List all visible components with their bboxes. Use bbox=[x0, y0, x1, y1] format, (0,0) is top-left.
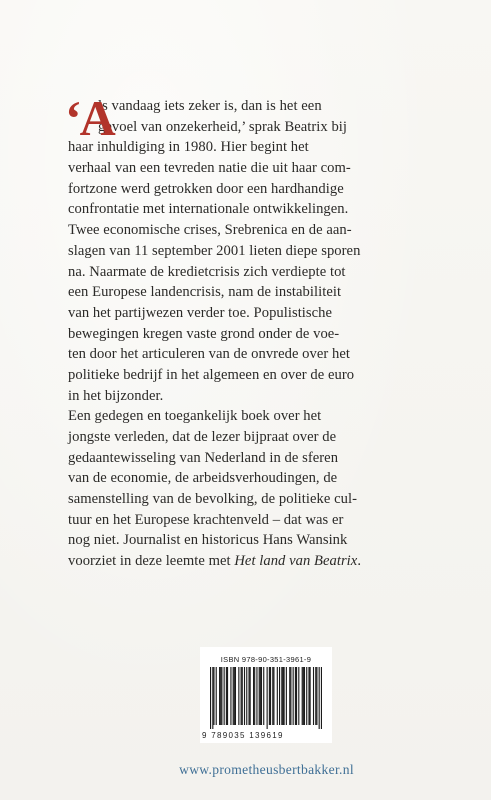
blurb-line: nog niet. Journalist en historicus Hans Wansink bbox=[68, 532, 348, 549]
last-line-prefix: voorziet in deze leemte met bbox=[68, 553, 235, 570]
isbn-label: ISBN 978-90-351-3961-9 bbox=[220, 655, 312, 664]
drop-quote-mark: ‘A bbox=[65, 90, 114, 146]
blurb-line: haar inhuldiging in 1980. Hier begint het bbox=[68, 139, 309, 156]
blurb-line: samenstelling van de bevolking, de politieke cul- bbox=[68, 491, 357, 508]
last-line-suffix: . bbox=[357, 553, 362, 570]
blurb-line: politieke bedrijf in het algemeen en over de euro bbox=[68, 366, 355, 383]
barcode-image bbox=[210, 667, 322, 729]
blurb-line: ls vandaag iets zeker is, dan is het een bbox=[98, 98, 322, 114]
blurb-last-line bbox=[68, 551, 428, 572]
blurb-line: van de economie, de arbeidsverhoudingen, de bbox=[68, 470, 338, 487]
blurb-line: bewegingen kregen vaste grond onder de voe- bbox=[68, 325, 340, 342]
barcode-digits: 9 789035 139619 bbox=[202, 731, 284, 740]
blurb-line: een Europese landencrisis, nam de instabiliteit bbox=[68, 284, 342, 301]
blurb-line: tuur en het Europese krachtenveld – dat was er bbox=[68, 511, 344, 528]
blurb-line: verhaal van een tevreden natie die uit haar com- bbox=[68, 160, 351, 177]
blurb-line: ten door het articuleren van de onvrede over het bbox=[68, 346, 350, 363]
blurb-line: gedaantewisseling van Nederland in de sferen bbox=[68, 449, 339, 466]
blurb-line: van het partijwezen verder toe. Populistische bbox=[68, 304, 333, 321]
blurb-text bbox=[65, 90, 428, 572]
blurb-line: slagen van 11 september 2001 lieten diepe sporen bbox=[68, 242, 361, 259]
blurb-line: jongste verleden, dat de lezer bijpraat over de bbox=[68, 429, 337, 445]
book-title: Het land van Beatrix bbox=[234, 553, 358, 570]
blurb-line: na. Naarmate de kredietcrisis zich verdiepte tot bbox=[68, 263, 346, 280]
blurb-line: in het bijzonder. bbox=[68, 387, 164, 404]
blurb-line: Twee economische crises, Srebrenica en de aan- bbox=[68, 222, 352, 239]
blurb-line: fortzone werd getrokken door een hardhandige bbox=[68, 180, 344, 197]
blurb-line: gevoel van onzekerheid,’ sprak Beatrix bij bbox=[98, 118, 348, 135]
blurb-line: Een gedegen en toegankelijk boek over het bbox=[68, 408, 322, 425]
isbn-barcode-block bbox=[200, 647, 332, 743]
blurb-line: confrontatie met internationale ontwikkelingen. bbox=[68, 201, 349, 218]
publisher-url[interactable]: www.prometheusbertbakker.nl bbox=[179, 762, 354, 777]
